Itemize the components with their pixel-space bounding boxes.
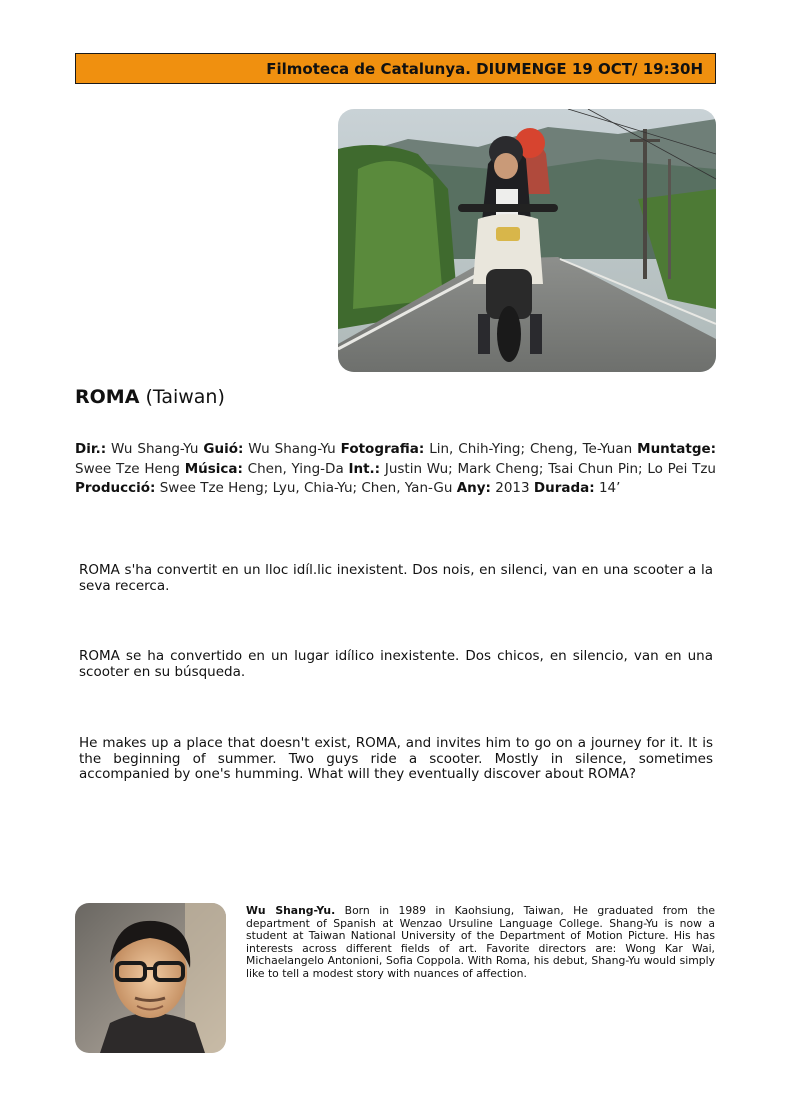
credit-dir-label: Dir.:: [75, 441, 107, 457]
credit-foto-label: Fotografia:: [340, 441, 425, 457]
screening-header-text: Filmoteca de Catalunya. DIUMENGE 19 OCT/ 19:30H: [266, 59, 703, 78]
credit-any-label: Any:: [456, 480, 491, 496]
credit-muntatge-label: Muntatge:: [637, 441, 717, 457]
credit-dir-value: Wu Shang-Yu: [106, 441, 204, 457]
film-still-image: [338, 109, 716, 372]
director-name: Wu Shang-Yu.: [246, 904, 336, 917]
credit-produccio-value: Swee Tze Heng; Lyu, Chia-Yu; Chen, Yan-Gu: [155, 480, 457, 496]
credit-guio-value: Wu Shang-Yu: [243, 441, 341, 457]
credit-musica-value: Chen, Ying-Da: [242, 460, 349, 477]
director-portrait: [75, 903, 226, 1053]
film-credits: [75, 440, 716, 499]
director-bio-text: Born in 1989 in Kaohsiung, Taiwan, He graduated from the department of Spanish at Wenzao Ursuline Language College. Shang-Yu is now a student at Taiwan National University of the Department of Motion Picture. His has interests across different fields of art. Favorite directors are: Wong Kar Wai, Michaelangelo Antonioni, Sofia Coppola. With Roma, his debut, Shang-Yu would simply like to tell a modest story with nuances of affection.: [246, 904, 716, 980]
synopsis-spanish: ROMA se ha convertido en un lugar idílico inexistente. Dos chicos, en silencio, van en una scooter en su búsqueda.: [79, 648, 713, 680]
synopsis-english: He makes up a place that doesn't exist, ROMA, and invites him to go on a journey for it. It is the beginning of summer. Two guys ride a scooter. Mostly in silence, sometimes accompanied by one's humming. What will they eventually discover about ROMA?: [79, 735, 713, 782]
credit-guio-label: Guió:: [203, 441, 244, 457]
credit-produccio-label: Producció:: [75, 480, 156, 496]
film-title-line: [75, 386, 225, 408]
credit-int-label: Int.:: [348, 460, 381, 477]
credit-int-value: Justin Wu; Mark Cheng; Tsai Chun Pin; Lo Pei Tzu: [380, 460, 716, 477]
director-bio: [246, 905, 715, 981]
credit-muntatge-value: Swee Tze Heng: [75, 460, 185, 477]
synopsis-catalan: ROMA s'ha convertit en un lloc idíl.lic inexistent. Dos nois, en silenci, van en una scooter a la seva recerca.: [79, 562, 713, 594]
credit-any-value: 2013: [490, 480, 534, 496]
credit-durada-value: 14’: [594, 480, 621, 496]
credit-musica-label: Música:: [184, 460, 243, 477]
film-title: ROMA: [75, 386, 140, 408]
credit-foto-value: Lin, Chih-Ying; Cheng, Te-Yuan: [424, 441, 638, 457]
film-country: (Taiwan): [145, 386, 225, 408]
credit-durada-label: Durada:: [533, 480, 595, 496]
screening-header-bar: [75, 53, 716, 84]
